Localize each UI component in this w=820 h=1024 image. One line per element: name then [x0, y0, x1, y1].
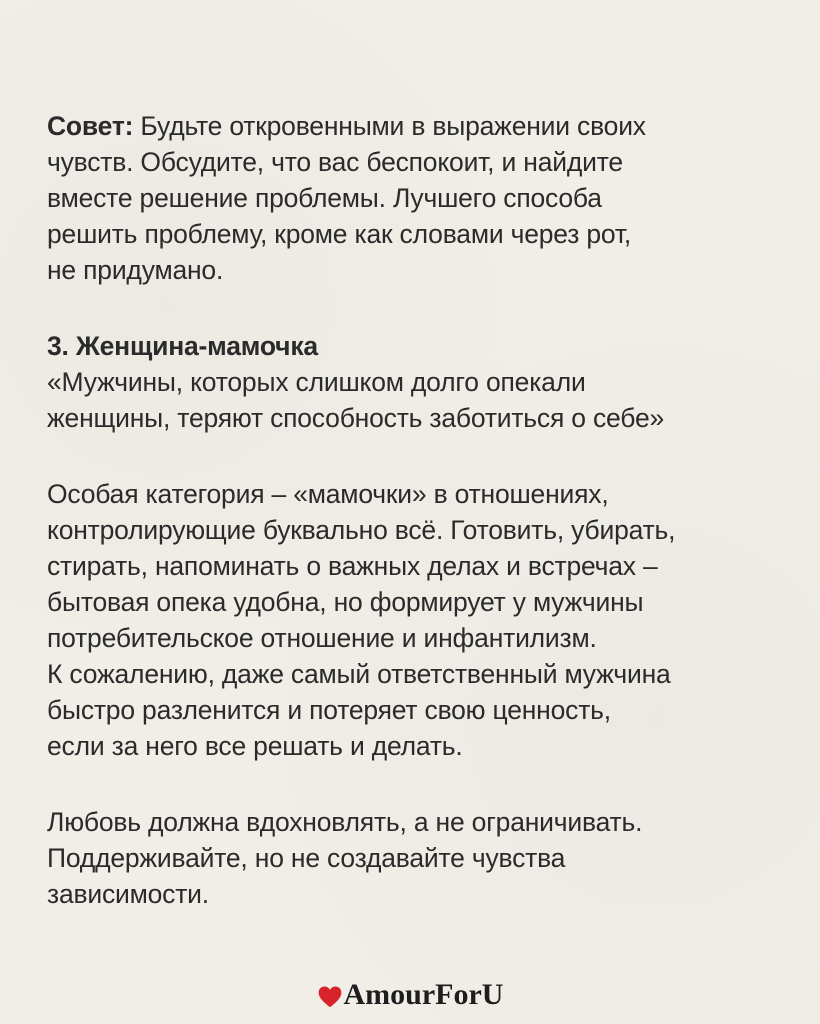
body-line-6: К сожалению, даже самый ответственный мужчина: [47, 659, 671, 689]
quote-line-1: «Мужчины, которых слишком долго опекали: [47, 367, 586, 397]
conclusion-line-3: зависимости.: [47, 879, 209, 909]
body-line-1: Особая категория – «мамочки» в отношениях,: [47, 479, 609, 509]
body-line-7: быстро разленится и потеряет свою ценность,: [47, 695, 611, 725]
body-line-5: потребительское отношение и инфантилизм.: [47, 623, 597, 653]
tip-line-5: не придумано.: [47, 255, 224, 285]
conclusion-line-1: Любовь должна вдохновлять, а не ограничивать.: [47, 807, 643, 837]
section-heading: 3. Женщина-мамочка: [47, 331, 318, 361]
article-body: [47, 108, 787, 912]
quote-line-2: женщины, теряют способность заботиться о себе»: [47, 403, 665, 433]
body-line-4: бытовая опека удобна, но формирует у мужчины: [47, 587, 644, 617]
section-quote: [47, 364, 787, 436]
brand-footer: [0, 978, 820, 1012]
tip-line-1: Совет: Будьте откровенными в выражении своих: [47, 111, 646, 141]
conclusion-line-2: Поддерживайте, но не создавайте чувства: [47, 843, 566, 873]
conclusion-paragraph: [47, 804, 787, 912]
tip-label: Совет:: [47, 111, 134, 141]
body-line-3: стирать, напоминать о важных делах и встречах –: [47, 551, 658, 581]
brand-name: AmourForU: [343, 978, 504, 1011]
body-line-2: контролирующие буквально всё. Готовить, убирать,: [47, 515, 676, 545]
tip-paragraph: [47, 108, 787, 288]
tip-line-2: чувств. Обсудите, что вас беспокоит, и найдите: [47, 147, 623, 177]
heart-icon: [317, 984, 343, 1010]
tip-line-4: решить проблему, кроме как словами через рот,: [47, 219, 632, 249]
body-line-8: если за него все решать и делать.: [47, 731, 463, 761]
body-paragraph: [47, 476, 787, 764]
tip-line-3: вместе решение проблемы. Лучшего способа: [47, 183, 602, 213]
